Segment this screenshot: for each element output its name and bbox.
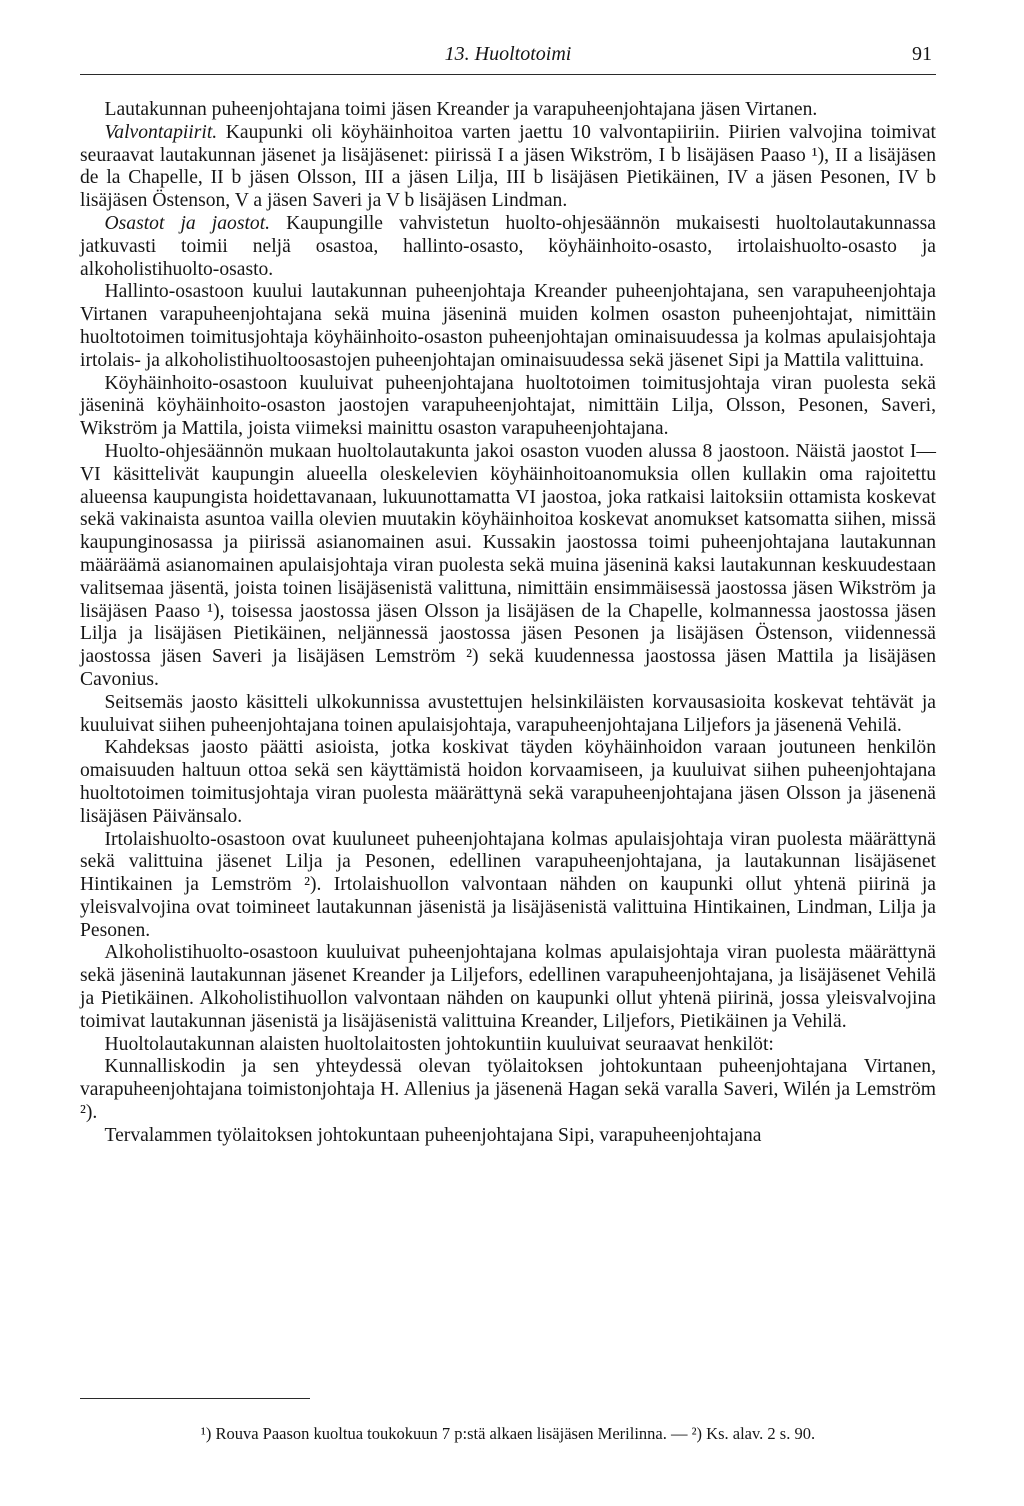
paragraph-text: Köyhäinhoito-osastoon kuuluivat puheenjohtajana huoltotoimen toimitusjohtaja viran puolesta sekä jäseninä köyhäinhoito-osaston jaostojen varapuheenjohtajat, nimittäin Lilja, Olsson, Pesonen, Saveri, Wikström ja Mattila, joista viimeksi mainittu osaston varapuheenjohtajana. <box>80 372 936 440</box>
paragraph-tervalampi <box>80 1125 936 1148</box>
paragraph-text: Irtolaishuolto-osastoon ovat kuuluneet puheenjohtajana kolmas apulaisjohtaja viran puolesta määrättynä sekä valittuina jäsenet Lilja ja Pesonen, edellinen varapuheenjohtajana, ja lautakunnan lisäjäsenet Hintikainen ja Lemström ²). Irtolaishuollon valvontaan nähden on kaupunki ollut yhtenä piirinä ja yleisvalvojina ovat toimineet lautakunnan jäsenistä ja lisäjäsenistä valittuina Hintikainen, Lindman, Lilja ja Pesonen. <box>80 828 936 941</box>
paragraph-text: Alkoholistihuolto-osastoon kuuluivat puheenjohtajana kolmas apulaisjohtaja viran puolesta määrättynä sekä jäseninä lautakunnan jäsenet Kreander ja Liljefors, edellinen varapuheenjohtajana, ja lisäjäsenet Vehilä ja Pietikäinen. Alkoholistihuollon valvontaan nähden on kaupunki ollut yhtenä piirinä, jossa yleisvalvojina toimivat lautakunnan jäsenistä ja lisäjäsenistä valittuina Kreander, Liljefors, Pietikäinen ja Vehilä. <box>80 942 936 1032</box>
paragraph-text: Huolto-ohjesäännön mukaan huoltolautakunta jakoi osaston vuoden alussa 8 jaostoon. Näistä jaostot I—VI käsittelivät kaupungin alueella oleskelevien köyhäinhoitoanomuksia ollen kullakin oma rajoitettu alueensa kaupungista hoidettavanaan, lukuunottamatta VI jaostoa, joka ratkaisi laitoksiin ottamista koskevat sekä vakinaista asuntoa vailla olevien muutakin köyhäinhoitoa koskevat anomukset katsomatta siihen, missä kaupunginosassa ja piirissä asianomainen asui. Kussakin jaostossa toimi puheenjohtajana lautakunnan määräämä asianomainen apulaisjohtaja viran puolesta sekä muina jäseninä kaksi lautakunnan keskuudestaan valitsemaa jäsentä, joista toinen lisäjäsenistä valittuna, nimittäin ensimmäisessä jaostossa jäsen Wikström ja lisäjäsen Paaso ¹), toisessa jaostossa jäsen Olsson ja lisäjäsen de la Chapelle, kolmannessa jaostossa jäsen Lilja ja lisäjäsen Pietikäinen, neljännessä jaostossa jäsen Pesonen ja lisäjäsen Östenson, viidennessä jaostossa jäsen Saveri ja lisäjäsen Lemström ²) sekä kuudennessa jaostossa jäsen Mattila ja lisäjäsen Cavonius. <box>80 440 936 690</box>
paragraph-municipal-home <box>80 1056 936 1124</box>
paragraph-text: Seitsemäs jaosto käsitteli ulkokunnissa avustettujen helsinkiläisten korvausasioita koskevat tehtävät ja kuuluivat siihen puheenjohtajana toinen apulaisjohtaja, varapuheenjohtajana Liljefors ja jäsenenä Vehilä. <box>80 691 936 736</box>
paragraph-text: Kunnalliskodin ja sen yhteydessä olevan työlaitoksen johtokuntaan puheenjohtajana Virtanen, varapuheenjohtajana toimistonjohtaja H. Allenius ja jäsenenä Hagan sekä varalla Saveri, Wilén ja Lemström ²). <box>80 1056 936 1124</box>
page-number: 91 <box>912 43 932 65</box>
paragraph-text: Kaupunki oli köyhäinhoitoa varten jaettu 10 valvontapiiriin. Piirien valvojina toimivat seuraavat lautakunnan jäsenet ja lisäjäsenet: piirissä I a jäsen Wikström, I b lisäjäsen Paaso ¹), II a lisäjäsen de la Chapelle, II b jäsen Olsson, III a jäsen Lilja, III b lisäjäsen Pietikäinen, IV a jäsen Pesonen, IV b lisäjäsen Östenson, V a jäsen Saveri ja V b lisäjäsen Lindman. <box>80 121 936 212</box>
paragraph-alcoholism <box>80 942 936 1033</box>
paragraph-poor-relief <box>80 373 936 441</box>
paragraph-lead: Osastot ja jaostot. <box>104 212 271 234</box>
footnotes: ¹) Rouva Paason kuoltua toukokuun 7 p:stä alkaen lisäjäsen Merilinna. — ²) Ks. alav. 2 s. 90. <box>200 1424 816 1443</box>
paragraph-text: Tervalammen työlaitoksen johtokuntaan puheenjohtajana Sipi, varapuheenjohtajana <box>104 1124 762 1146</box>
paragraph-eighth-section <box>80 737 936 828</box>
paragraph-administration <box>80 281 936 372</box>
body-text <box>80 99 936 1148</box>
footnote-divider <box>80 1398 310 1399</box>
paragraph-text: Kahdeksas jaosto päätti asioista, jotka koskivat täyden köyhäinhoidon varaan joutuneen henkilön omaisuuden haltuun ottoa sekä sen käyttämistä hoidon korvaamiseen, ja kuuluivat siihen puheenjohtajana huoltotoimen toimitusjohtaja viran puolesta määrättynä sekä varapuheenjohtajana jäsen Olsson ja jäsenenä lisäjäsen Päivänsalo. <box>80 737 936 827</box>
paragraph-text: Kaupungille vahvistetun huolto-ohjesäännön mukaisesti huoltolautakunnassa jatkuvasti toimii neljä osastoa, hallinto-osasto, köyhäinhoito-osasto, irtolaishuolto-osasto ja alkoholistihuolto-osasto. <box>80 212 936 280</box>
paragraph-text: Lautakunnan puheenjohtajana toimi jäsen Kreander ja varapuheenjohtajana jäsen Virtanen. <box>104 99 818 120</box>
paragraph-chair <box>80 99 936 122</box>
paragraph-boards-intro <box>80 1034 936 1057</box>
running-title: 13. Huoltotoimi <box>444 43 572 65</box>
paragraph-lead: Valvontapiirit. <box>104 121 218 143</box>
paragraph-vagrancy <box>80 829 936 943</box>
page <box>80 40 936 1148</box>
paragraph-text: Hallinto-osastoon kuului lautakunnan puheenjohtaja Kreander puheenjohtajana, sen varapuheenjohtaja Virtanen varapuheenjohtajana sekä muina jäseninä muiden kolmen osaston puheenjohtajat, nimittäin huoltotoimen toimitusjohtaja köyhäinhoito-osaston puheenjohtajan ominaisuudessa ja kolmas apulaisjohtaja irtolais- ja alkoholistihuoltoosastojen puheenjohtajan ominaisuudessa sekä jäsenet Sipi ja Mattila valittuina. <box>80 281 936 371</box>
paragraph-supervision-districts <box>80 122 936 213</box>
paragraph-seventh-section <box>80 692 936 738</box>
paragraph-departments <box>80 213 936 281</box>
running-header <box>80 40 936 75</box>
paragraph-sections <box>80 441 936 692</box>
paragraph-text: Huoltolautakunnan alaisten huoltolaitosten johtokuntiin kuuluivat seuraavat henkilöt: <box>104 1033 774 1055</box>
